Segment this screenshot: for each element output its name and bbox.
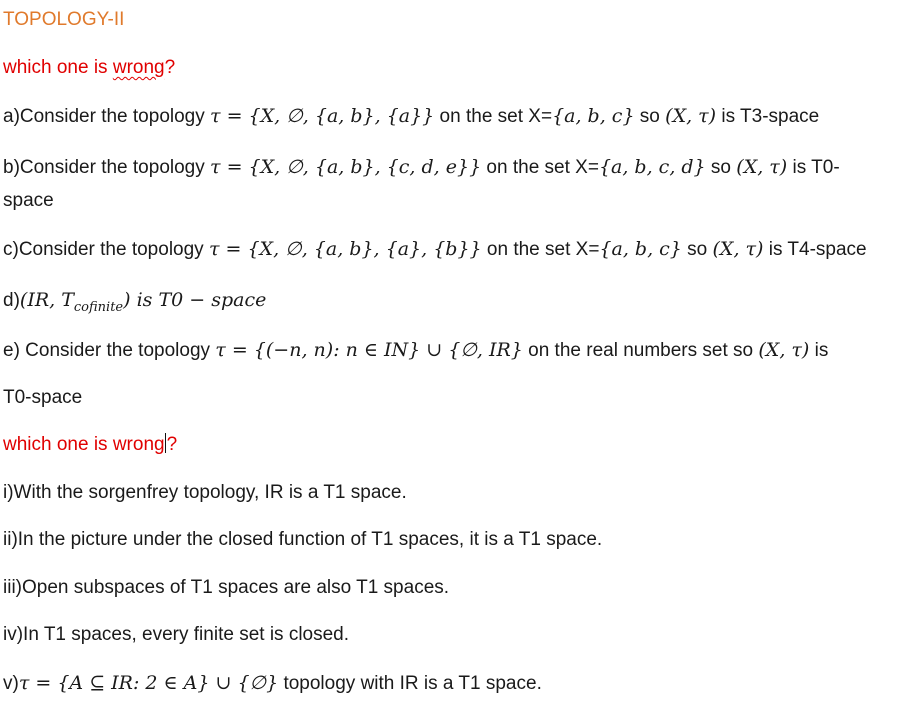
option-c-so: so xyxy=(681,239,713,260)
option-e-lead: e) Consider the topology xyxy=(3,340,216,361)
option-c-lead: c)Consider the topology xyxy=(3,239,209,260)
option-c xyxy=(3,237,867,262)
statement-iv: iv)In T1 spaces, every finite set is closed. xyxy=(3,624,350,645)
option-a-set: {X, ∅, {a, b}, {a}} xyxy=(248,105,435,127)
statement-ii: ii)In the picture under the closed function of T1 spaces, it is a T1 space. xyxy=(3,529,603,550)
option-e-expr: τ = {(−n, n): n ∈ IN} ∪ {∅, IR} xyxy=(215,339,523,361)
option-a-tau: τ = xyxy=(210,105,249,127)
statement-iii: iii)Open subspaces of T1 spaces are also T1 spaces. xyxy=(3,577,450,598)
option-d-open: (IR, T xyxy=(19,289,74,311)
option-a-mid: on the set X= xyxy=(434,106,553,127)
statement-v xyxy=(3,671,542,696)
option-c-tail: is T4-space xyxy=(763,239,867,260)
option-c-set: {X, ∅, {a, b}, {a}, {b}} xyxy=(247,238,482,260)
option-e-tail: is xyxy=(809,340,829,361)
option-a-lead: a)Consider the topology xyxy=(3,106,211,127)
question1-prompt-mark: ? xyxy=(164,57,176,78)
question1-prompt xyxy=(3,56,175,80)
option-e-mid: on the real numbers set so xyxy=(522,340,759,361)
option-b-set: {X, ∅, {a, b}, {c, d, e}} xyxy=(248,156,482,178)
statement-v-lead: v) xyxy=(3,673,19,694)
option-d-subscript: cofinite xyxy=(73,300,124,315)
option-b-space: {a, b, c, d} xyxy=(598,156,706,178)
question1-prompt-word: wrong xyxy=(112,57,165,78)
option-d-close: ) xyxy=(123,289,131,311)
option-d xyxy=(3,288,266,320)
option-c-space: {a, b, c} xyxy=(599,238,682,260)
option-a-pair: (X, τ) xyxy=(665,105,717,127)
question1-prompt-text: which one is xyxy=(3,57,113,78)
question2-prompt xyxy=(3,433,177,457)
statement-i: i)With the sorgenfrey topology, IR is a T1 space. xyxy=(3,482,407,503)
document-title: TOPOLOGY-II xyxy=(3,9,125,30)
option-d-tail: is T0 − space xyxy=(130,289,267,311)
option-b-mid: on the set X= xyxy=(481,157,599,178)
option-c-pair: (X, τ) xyxy=(712,238,764,260)
option-e xyxy=(3,338,828,363)
option-a-tail: is T3-space xyxy=(716,106,820,127)
option-b-lead: b)Consider the topology xyxy=(3,157,211,178)
option-b-tau: τ = xyxy=(210,156,249,178)
option-c-mid: on the set X= xyxy=(481,239,600,260)
option-a-so: so xyxy=(634,106,666,127)
option-e-pair: (X, τ) xyxy=(758,339,810,361)
statement-v-tail: topology with IR is a T1 space. xyxy=(278,673,542,694)
option-d-lead: d) xyxy=(3,290,20,311)
option-c-tau: τ = xyxy=(208,238,248,260)
option-b xyxy=(3,155,840,180)
question2-prompt-mark: ? xyxy=(166,434,178,455)
option-a-space: {a, b, c} xyxy=(552,105,635,127)
question2-prompt-text: which one is wrong xyxy=(3,434,165,455)
option-e-wrap: T0-space xyxy=(3,387,83,408)
option-b-wrap: space xyxy=(3,190,54,211)
option-b-so: so xyxy=(705,157,737,178)
option-b-pair: (X, τ) xyxy=(736,156,788,178)
option-a xyxy=(3,104,819,129)
statement-v-expr: τ = {A ⊆ IR: 2 ∈ A} ∪ {∅} xyxy=(18,672,279,694)
option-b-tail: is T0- xyxy=(787,157,840,178)
